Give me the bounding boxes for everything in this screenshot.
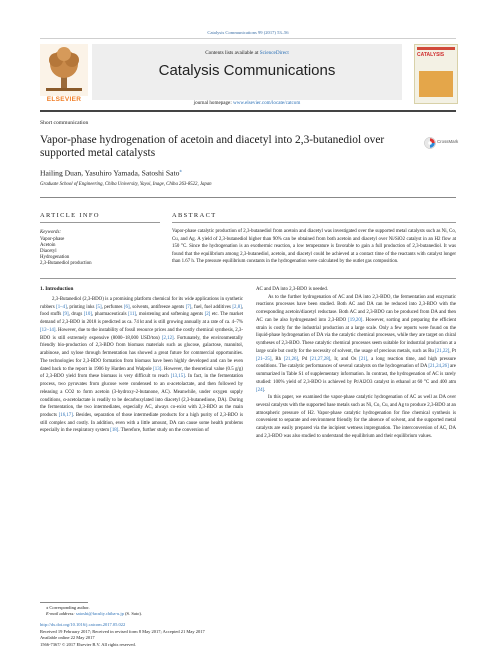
article-metadata-footer [40,622,340,648]
citation-link[interactable]: [2,12] [161,335,174,341]
crossmark-label: CrossMark [437,139,459,144]
text: , Pt [449,348,456,354]
text: , a long reaction time, and high pressure conditions. The catalytic performances of several catalysts on the hydrogenation of DA [256,356,456,370]
citation-link[interactable]: [12–14] [40,327,56,333]
citation-link[interactable]: [10] [83,312,92,318]
text: . [264,387,266,393]
elsevier-wordmark: ELSEVIER [46,96,82,103]
text: . However, the theoretical value (0.5 g/g) of 2,3-BDO yield from these biomass is very difficult to reach [40,366,243,380]
citation-link[interactable]: [24] [256,387,265,393]
text: , printing inks [66,304,96,310]
citation-link[interactable]: [5] [95,304,102,310]
keyword: Diacetyl [40,249,57,255]
copyright: 1566-7367/ © 2017 Elsevier B.V. All rights reserved. [40,641,136,647]
paragraph [40,296,243,435]
article-type: Short communication [40,120,89,126]
authors-text: Hailing Duan, Yasuhiro Yamada, Satoshi Sato [40,168,180,178]
body-column-left [40,296,243,435]
article-info-rule [40,222,160,223]
text: , perfumes [101,304,124,310]
text: , Rh [271,356,284,362]
paragraph-continued: AC and DA into 2,3-BDO is needed. [256,287,328,292]
citation-link[interactable]: [16,17] [58,413,73,419]
text: 2,3-Butanediol (2,3-BDO) is a promising platform chemical for its wide applications in synthetic rubbers [40,297,243,310]
citation-link[interactable]: [2,8] [232,304,242,310]
keyword: Hydrogenation [40,255,70,261]
article-info-heading: ARTICLE INFO [40,212,100,219]
text: are summarized in Table S1 of supplementary information. In contrast, the hydrogenation of AC is rarely studied: 100% yield of 2,3-BDO is achieved by Pt/Al2O3 catalyst in ethanol at 60 °C and 400 atm [256,364,456,385]
text: . Therefore, further study on the conversion of [118,428,209,434]
section-rule [40,197,456,198]
text: etc. The market demand of 2,3-BDO in 2018 is predicted as ca. 74 kt and is still growing annually at a rate of ca. 4–7% [40,312,243,326]
citation-link[interactable]: [7] [185,304,192,310]
journal-cover [414,44,458,104]
abstract-rule [172,222,456,223]
contents-prefix: Contents lists available at [205,50,260,56]
text: , solvents, antifreeze agents [129,304,186,310]
citation-link[interactable]: [11] [128,312,137,318]
header-rule [40,38,456,39]
citation-link[interactable]: [21,22] [435,348,450,354]
doi-link[interactable]: http://dx.doi.org/10.1016/j.catcom.2017.05.022 [40,622,126,627]
journal-reference: Catalysis Communications 99 (2017) 53–56 [207,30,289,35]
citation-link[interactable]: [2] [204,312,211,318]
email-footnote [40,611,300,617]
citation-link[interactable]: [6] [123,304,130,310]
abstract-heading: ABSTRACT [172,212,217,219]
citation-link[interactable]: [21] [359,356,368,362]
citation-link[interactable]: [13] [153,366,162,372]
text: , fuel, fuel additives [191,304,233,310]
paragraph: In this paper, we examined the vapor-phase catalytic hydrogenation of AC as well as DA over several catalysts with the supported base metals such as Ni, Co, Cu, and Ag to produce 2,3-BDO at an atmospheric pressure of H2. Vapor-phase catalytic hydrogenation for fine chemical synthesis is convenient to separate and environment friendly for the absence of solvent, and the supported metal catalysts are easily prepared via the incipient wetness impregnation. The interconversion of AC, DA and 2,3-BDO was also studied to understand the equilibrium and their equilibrium values. [256,395,456,439]
keyword: Acetoin [40,243,56,249]
history-dates: Received 19 February 2017; Received in revised form 8 May 2017; Accepted 21 May 2017 [40,628,205,634]
text: , moistening and softening agents [136,312,205,318]
text: , food stuffs [40,304,244,318]
article-title: Vapor-phase hydrogenation of acetoin and diacetyl into 2,3-butanediol over supported metal catalysts [40,134,385,160]
text: . However, due to the instability of fossil resource prices and the costly chemical synthesis, 2,3-BDO is still extremely expensive (8000–18,000 USD/ton) [40,327,243,341]
citation-link[interactable]: [9] [62,312,69,318]
abstract-end-rule [40,278,456,279]
citation-link[interactable]: [21,26] [283,356,299,362]
crossmark-icon [424,137,436,149]
email-label: E-mail address: [46,611,75,616]
text: . However, sorting and preparing the efficient strain is costly for the industrial production at a large scale. Only a few reports were found on the liquid-phase hydrogenation of DA via the catalytic chemical processes, while they are target on chiral syntheses of 2,3-BDO. These catalytic chemical processes seem suitable for industrial production at a large scale but costly for the necessity of solvent, the usage of precious metals, such as Ru [256,317,456,354]
cover-stripe [417,47,455,50]
journal-title: Catalysis Communications [158,62,336,79]
abstract-text: Vapor-phase catalytic production of 2,3-butanediol from acetoin and diacetyl was investigated over the supported metal catalysts such as Ni, Co, Cu, and Ag. A yield of 2,3-butanediol higher than 90% can be obtained from both acetoin and diacetyl over Ni/SiO2 catalyst in an H2 flow at 150 °C. Since the hydrogenation is an exothermic reaction, a low temperature is favorable to gain a full production of 2,3-butanediol. It was found that the equilibrium among 2,3-butanediol, acetoin, and diacetyl could be achieved at a contact time of the reactants with catalyst longer than 1.67 h. The pressure equilibrium constants in the hydrogenation were calculated by the outlet gas composition. [172,229,456,265]
citation-link[interactable]: [1–4] [56,304,67,310]
citation-link[interactable]: [13,15] [170,374,185,380]
available-online: Available online 22 May 2017 [40,635,95,641]
affiliation: Graduate School of Engineering, Chiba University, Yayoi, Inage, Chiba 263-8522, Japan [40,182,212,187]
corresponding-text: Corresponding author. [49,605,90,610]
homepage-link[interactable]: www.elsevier.com/locate/catcom [233,100,301,106]
keyword: 2,3-Butanediol production [40,261,92,267]
cover-image [419,71,453,97]
sciencedirect-link[interactable]: ScienceDirect [259,50,289,56]
cover-title: CATALYSIS [417,52,445,58]
text: . Fortunately, the environmentally friendly bio-production of 2,3-BDO from biomass materials such as glucose, galactose, mannitol, arabinose, and xylose through fermentation has showed a great future for commercial opportunities. The technologies for 2,3-BDO formation from biomass have been highly developed and can be even dated back to the report in 1906 by Harden and Walpole [40,335,244,372]
text: . Besides, separation of those intermediate products for a high purity of 2,3-BDO is still complex and costly. In addition, even with a little amount, DA can cause some health problems especially in the respiratory system [40,413,243,434]
homepage-prefix: journal homepage: [193,100,234,106]
journal-homepage [92,100,402,106]
contents-line [92,50,402,56]
citation-link[interactable]: [21,24,26] [428,364,449,370]
corresponding-mark[interactable]: ⁎ [179,169,182,174]
text: , pharmaceuticals [91,312,129,318]
footnotes [40,605,300,617]
header-divider [40,110,456,112]
body-column-right [256,286,456,441]
keywords-label: Keywords: [40,230,62,235]
paragraph [256,294,456,395]
citation-link[interactable]: [19,20] [348,317,363,323]
citation-link[interactable]: [21,27,28] [309,356,331,362]
citation-link[interactable]: [18] [110,428,119,434]
section-heading: 1. Introduction [40,286,74,292]
keywords-list [40,237,160,267]
text: , drugs [68,312,84,318]
keyword: Vapor-phase [40,237,65,242]
text: . In fact, in the fermentation process, two pyruvates from glucose were condensed to an α-acetolactate, and then followed by releasing a CO2 to form acetoin (3-hydroxy-2-butanone, AC). Meanwhile, under oxygen supply conditions, α-acetolactate is readily to be decarboxylated into diacetyl (2,3-butanedione, DA). During the fermentation, the two intermediates, especially AC, always co-exist with 2,3-BDO as the main products [40,374,244,419]
email-suffix: (S. Sato). [123,611,142,616]
text: As to the further hydrogenation of AC and DA into 2,3-BDO, the fermentation and enzymatic reactions processes have been studied. Both AC and DA can be reduced into 2,3-BDO with the corresponding acetoin/diacetyl reductase. Both AC and 2,3-BDO can be produced from DA and then AC can be also hydrogenated into 2,3-BDO [256,294,456,323]
citation-link[interactable]: [21–25] [256,356,272,362]
text: , Pd [298,356,310,362]
footnote-mark: ⁎ [46,605,49,610]
email-link[interactable]: satoshi@faculty.chiba-u.jp [75,611,124,616]
elsevier-tree-icon [40,44,88,96]
author-list [40,168,182,178]
elsevier-logo [40,44,88,104]
text: , Ir, and Os [330,356,360,362]
footnote-rule [40,602,88,603]
